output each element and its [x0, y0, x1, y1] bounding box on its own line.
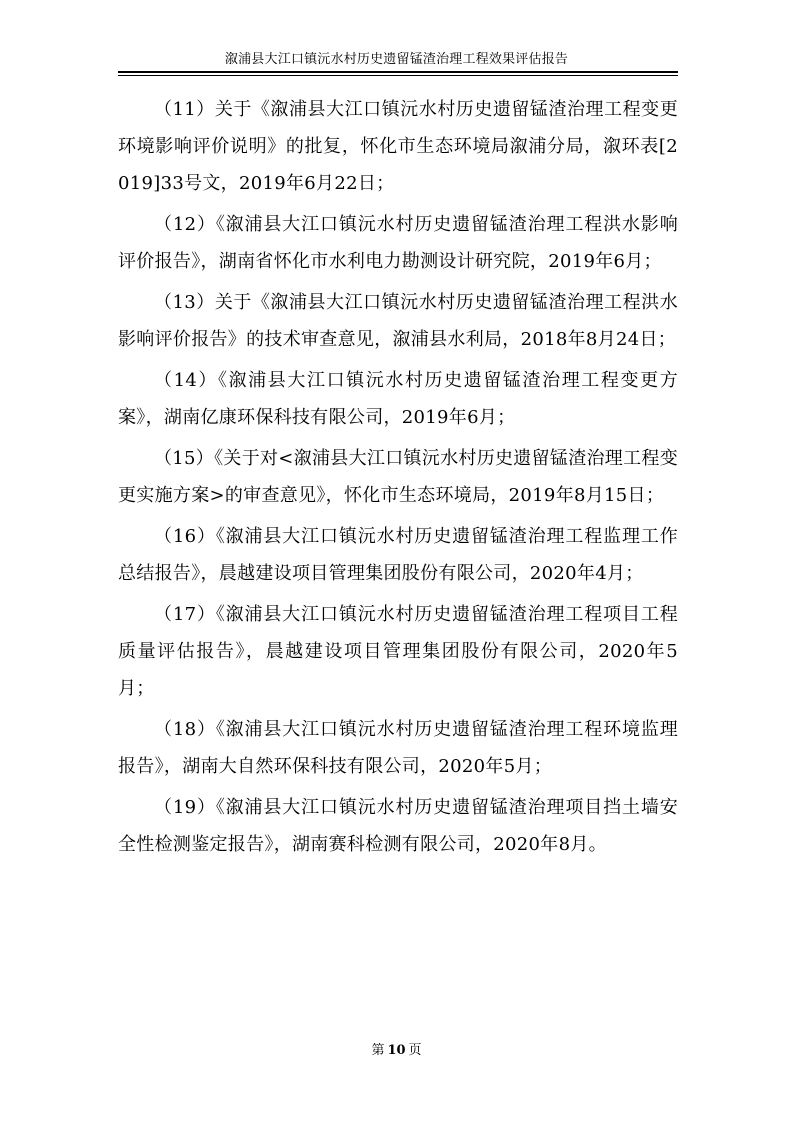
page-number: 10: [387, 1043, 406, 1058]
header-rule-thin: [118, 75, 678, 76]
reference-item-12: （12）《溆浦县大江口镇沅水村历史遗留锰渣治理工程洪水影响评价报告》，湖南省怀化市水利电力勘测设计研究院，2019年6月；: [118, 214, 678, 272]
header-title: 溆浦县大江口镇沅水村历史遗留锰渣治理工程效果评估报告: [224, 52, 569, 67]
reference-item-14: （14）《溆浦县大江口镇沅水村历史遗留锰渣治理工程变更方案》，湖南亿康环保科技有限公司，2019年6月；: [118, 370, 678, 428]
reference-item-18: （18）《溆浦县大江口镇沅水村历史遗留锰渣治理工程环境监理报告》，湖南大自然环保科技有限公司，2020年5月；: [118, 719, 678, 777]
reference-item-16: （16）《溆浦县大江口镇沅水村历史遗留锰渣治理工程监理工作总结报告》，晨越建设项目管理集团股份有限公司，2020年4月；: [118, 526, 678, 584]
page-footer-suffix: 页: [408, 1043, 422, 1058]
page-footer: [0, 1043, 793, 1059]
reference-item-17: （17）《溆浦县大江口镇沅水村历史遗留锰渣治理工程项目工程质量评估报告》，晨越建设项目管理集团股份有限公司，2020年5月；: [118, 604, 678, 699]
header-rule-thick: [118, 71, 678, 73]
reference-item-11: （11）关于《溆浦县大江口镇沅水村历史遗留锰渣治理工程变更环境影响评价说明》的批复，怀化市生态环境局溆浦分局，溆环表[2019]33号文，2019年6月22日；: [118, 99, 678, 194]
reference-list: [118, 91, 678, 867]
reference-item-13: （13）关于《溆浦县大江口镇沅水村历史遗留锰渣治理工程洪水影响评价报告》的技术审查意见，溆浦县水利局，2018年8月24日；: [118, 292, 678, 350]
page-footer-prefix: 第: [371, 1043, 385, 1058]
reference-item-15: （15）《关于对<溆浦县大江口镇沅水村历史遗留锰渣治理工程变更实施方案>的审查意见》，怀化市生态环境局，2019年8月15日；: [118, 448, 678, 506]
reference-item-19: （19）《溆浦县大江口镇沅水村历史遗留锰渣治理项目挡土墙安全性检测鉴定报告》，湖南赛科检测有限公司，2020年8月。: [118, 797, 678, 855]
